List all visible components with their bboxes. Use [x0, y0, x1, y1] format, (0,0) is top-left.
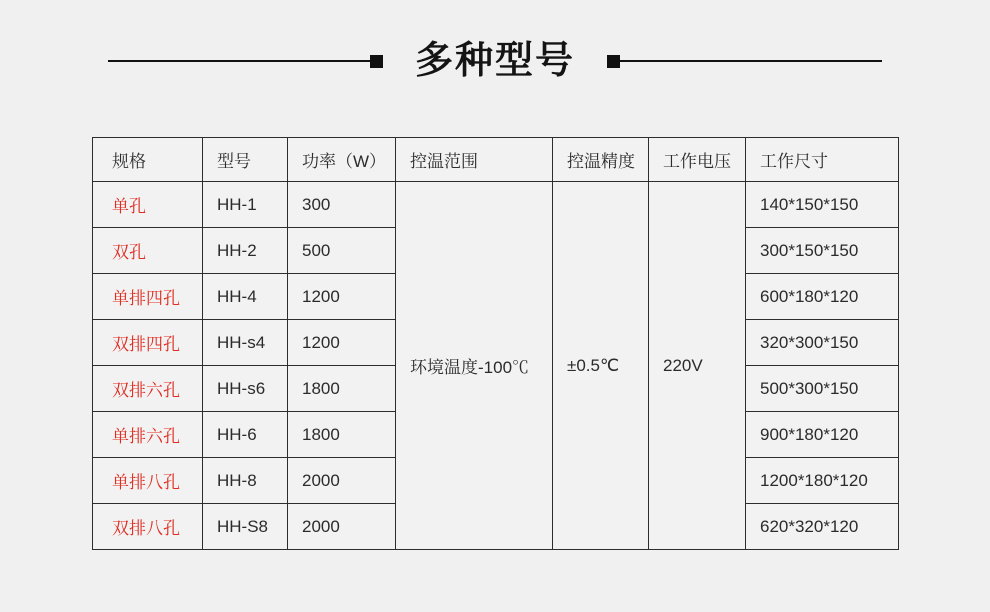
header-power: 功率（W） [288, 138, 396, 182]
header-model: 型号 [203, 138, 288, 182]
page-title: 多种型号 [414, 40, 575, 82]
spec-cell: 双排六孔 [93, 366, 203, 412]
spec-cell: 单孔 [93, 182, 203, 228]
spec-cell: 单排八孔 [93, 458, 203, 504]
spec-cell: 双排八孔 [93, 504, 203, 550]
power-cell: 2000 [288, 458, 396, 504]
header-spec: 规格 [93, 138, 203, 182]
model-cell: HH-S8 [203, 504, 288, 550]
power-cell: 1200 [288, 320, 396, 366]
header-size: 工作尺寸 [746, 138, 899, 182]
size-cell: 300*150*150 [746, 228, 899, 274]
spec-cell: 单排四孔 [93, 274, 203, 320]
model-cell: HH-s4 [203, 320, 288, 366]
size-cell: 600*180*120 [746, 274, 899, 320]
title-deco-square-right [607, 55, 620, 68]
power-cell: 1800 [288, 412, 396, 458]
power-cell: 500 [288, 228, 396, 274]
precision-cell: ±0.5℃ [553, 182, 649, 550]
header-voltage: 工作电压 [649, 138, 746, 182]
model-cell: HH-8 [203, 458, 288, 504]
power-cell: 1800 [288, 366, 396, 412]
table-row [93, 182, 899, 228]
spec-cell: 双孔 [93, 228, 203, 274]
size-cell: 320*300*150 [746, 320, 899, 366]
title-deco-line-left [108, 60, 370, 62]
model-cell: HH-s6 [203, 366, 288, 412]
size-cell: 620*320*120 [746, 504, 899, 550]
power-cell: 1200 [288, 274, 396, 320]
size-cell: 140*150*150 [746, 182, 899, 228]
title-section [0, 0, 990, 88]
title-deco-line-right [620, 60, 882, 62]
model-cell: HH-6 [203, 412, 288, 458]
model-cell: HH-4 [203, 274, 288, 320]
model-cell: HH-2 [203, 228, 288, 274]
model-cell: HH-1 [203, 182, 288, 228]
temp-range-cell: 环境温度-100℃ [396, 182, 553, 550]
title-deco-left [108, 55, 383, 68]
title-deco-square-left [370, 55, 383, 68]
table-header-row [93, 138, 899, 182]
header-temp-range: 控温范围 [396, 138, 553, 182]
power-cell: 2000 [288, 504, 396, 550]
size-cell: 1200*180*120 [746, 458, 899, 504]
spec-cell: 双排四孔 [93, 320, 203, 366]
header-precision: 控温精度 [553, 138, 649, 182]
power-cell: 300 [288, 182, 396, 228]
spec-table [92, 137, 899, 550]
size-cell: 900*180*120 [746, 412, 899, 458]
voltage-cell: 220V [649, 182, 746, 550]
spec-cell: 单排六孔 [93, 412, 203, 458]
size-cell: 500*300*150 [746, 366, 899, 412]
title-deco-right [607, 55, 882, 68]
